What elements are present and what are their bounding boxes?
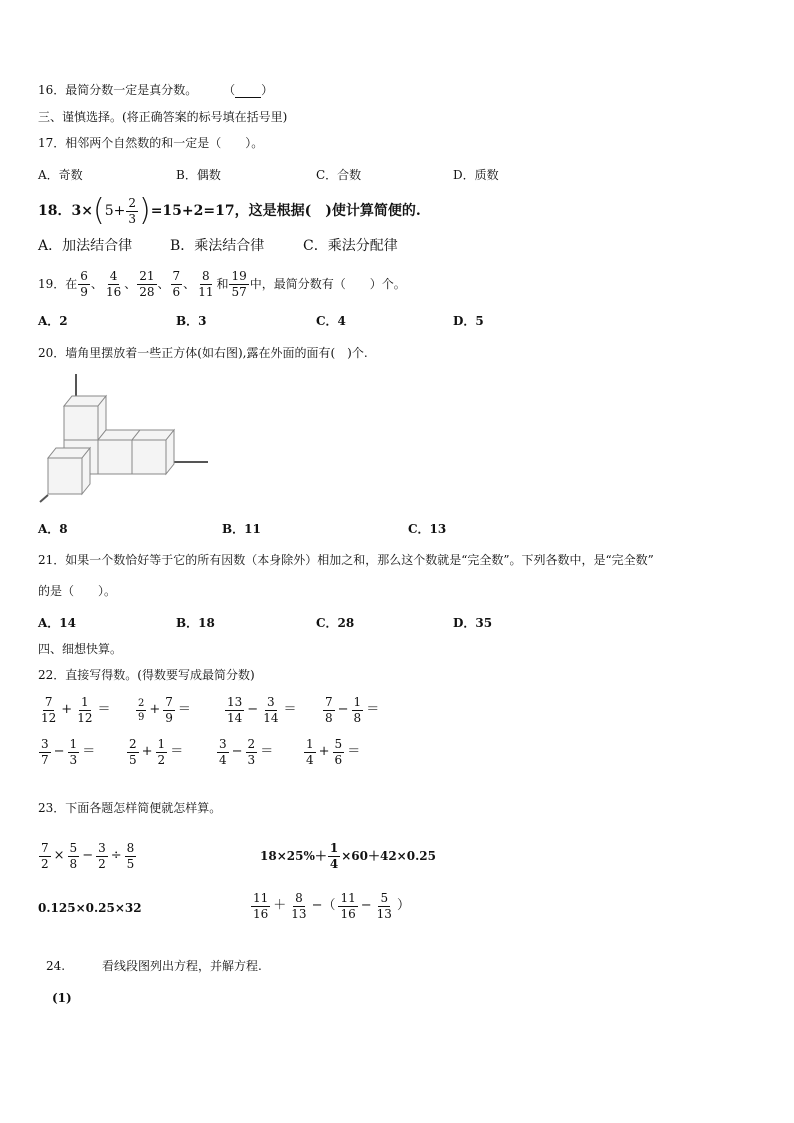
q21-option-c: C．28 xyxy=(316,616,355,630)
q19-option-b: B．3 xyxy=(176,314,207,328)
q19-option-c: C．4 xyxy=(316,314,346,328)
q22-item-3: $\frac{13}{14}$ − $\frac{3}{14}$ ＝ xyxy=(227,694,297,725)
fraction: $\frac{13}{14}$ xyxy=(227,694,243,725)
fraction: $\frac{8}{13}$ xyxy=(291,890,307,921)
fraction: $\frac{11}{16}$ xyxy=(340,890,356,921)
q19-option-d: D．5 xyxy=(453,314,484,328)
q22-item-5: $\frac{3}{7}$ − $\frac{1}{3}$ ＝ xyxy=(41,736,96,767)
q17-option-c: C．合数 xyxy=(316,168,362,182)
question-22: 22．直接写得数。(得数要写成最简分数) xyxy=(38,668,255,682)
fraction: $\frac{2}{5}$ xyxy=(129,736,137,767)
fraction: $\frac{3}{14}$ xyxy=(263,694,279,725)
q23-expression-4: $\frac{11}{16}$ ＋ $\frac{8}{13}$ −（ $\frac{11}{16}$ − $\frac{5}{13}$ ） xyxy=(253,890,410,921)
q22-item-2: $\frac{2}{9}$ + $\frac{7}{9}$ ＝ xyxy=(138,694,191,725)
fraction: $\frac{5}{6}$ xyxy=(334,736,343,767)
fraction: $\frac{8}{11}$ xyxy=(198,268,214,299)
q22-item-6: $\frac{2}{5}$ + $\frac{1}{2}$ ＝ xyxy=(129,736,184,767)
fraction: $\frac{1}{8}$ xyxy=(353,694,362,725)
fraction: $\frac{1}{3}$ xyxy=(69,736,78,767)
left-paren: ( xyxy=(92,193,105,228)
q23-expression-2: 18×25%＋ $\frac{1}{4}$ ×60＋42×0.25 xyxy=(260,840,436,871)
answer-blank[interactable] xyxy=(235,85,261,98)
fraction: $\frac{6}{9}$ xyxy=(80,268,88,299)
fraction: $\frac{7}{9}$ xyxy=(165,694,173,725)
fraction: $\frac{19}{57}$ xyxy=(231,268,247,299)
fraction: $\frac{1}{2}$ xyxy=(157,736,166,767)
q18-option-b: B．乘法结合律 xyxy=(170,238,265,254)
fraction: $\frac{4}{16}$ xyxy=(105,268,122,299)
fraction: $\frac{1}{12}$ xyxy=(77,694,93,725)
q20-option-a: A．8 xyxy=(38,522,68,536)
fraction: $\frac{5}{13}$ xyxy=(376,890,392,921)
question-19: 19．在 $\frac{6}{9}$ 、 $\frac{4}{16}$ 、 $\frac{21}{28}$ 、 $\frac{7}{6}$ 、 $\frac{8}{11}$ 和 $\frac{19}{57}$ 中，最简分数有（ ）个。 xyxy=(38,268,406,299)
fraction: $\frac{3}{7}$ xyxy=(41,736,49,767)
q17-option-d: D．质数 xyxy=(453,168,499,182)
fraction: $\frac{7}{2}$ xyxy=(41,840,49,871)
q19-option-a: A．2 xyxy=(38,314,68,328)
fraction: $\frac{2}{3}$ xyxy=(247,736,256,767)
q24-sub-1: (1) xyxy=(52,991,72,1005)
question-20: 20．墙角里摆放着一些正方体(如右图),露在外面的面有( )个. xyxy=(38,346,368,360)
fraction: $\frac{1}{4}$ xyxy=(329,840,339,871)
q22-item-8: $\frac{1}{4}$ + $\frac{5}{6}$ ＝ xyxy=(306,736,361,767)
q21-option-d: D．35 xyxy=(453,616,493,630)
q22-item-4: $\frac{7}{8}$ − $\frac{1}{8}$ ＝ xyxy=(325,694,380,725)
question-17: 17．相邻两个自然数的和一定是（ ）。 xyxy=(38,136,264,150)
q20-option-b: B．11 xyxy=(222,522,261,536)
fraction: $\frac{7}{6}$ xyxy=(172,268,181,299)
question-24-number: 24. xyxy=(46,959,66,973)
q18-option-a: A．加法结合律 xyxy=(38,238,133,254)
question-23: 23．下面各题怎样简便就怎样算。 xyxy=(38,801,222,815)
fraction: $\frac{2}{9}$ xyxy=(138,697,145,723)
question-21-line1: 21．如果一个数恰好等于它的所有因数（本身除外）相加之和，那么这个数就是“完全数”。下列各数中，是“完全数” xyxy=(38,553,654,567)
q21-option-b: B．18 xyxy=(176,616,215,630)
fraction: $\frac{8}{5}$ xyxy=(126,840,135,871)
fraction: $\frac{2}{3}$ xyxy=(128,195,136,226)
question-21-line2: 的是（ ）。 xyxy=(38,584,117,598)
fraction: $\frac{7}{12}$ xyxy=(41,694,57,725)
q17-option-b: B．偶数 xyxy=(176,168,221,182)
q18-option-c: C．乘法分配律 xyxy=(303,238,398,254)
q21-option-a: A．14 xyxy=(38,616,77,630)
question-24: 看线段图列出方程，并解方程. xyxy=(102,959,262,973)
fraction: $\frac{21}{28}$ xyxy=(139,268,155,299)
q17-option-a: A．奇数 xyxy=(38,168,83,182)
section-4-heading: 四、细想快算。 xyxy=(38,642,123,656)
q20-option-c: C．13 xyxy=(408,522,447,536)
q23-expression-3: 0.125×0.25×32 xyxy=(38,901,142,915)
question-16: 16．最简分数一定是真分数。 （ ） xyxy=(38,83,274,97)
cube-corner-figure xyxy=(36,370,214,505)
fraction: $\frac{1}{4}$ xyxy=(306,736,314,767)
fraction: $\frac{11}{16}$ xyxy=(253,890,269,921)
fraction: $\frac{5}{8}$ xyxy=(69,840,78,871)
fraction: $\frac{3}{2}$ xyxy=(98,840,106,871)
fraction: $\frac{3}{4}$ xyxy=(219,736,227,767)
q22-item-1: $\frac{7}{12}$ + $\frac{1}{12}$ ＝ xyxy=(41,694,111,725)
q23-expression-1: $\frac{7}{2}$ × $\frac{5}{8}$ − $\frac{3}{2}$ ÷ $\frac{8}{5}$ xyxy=(41,840,135,871)
q22-item-7: $\frac{3}{4}$ − $\frac{2}{3}$ ＝ xyxy=(219,736,274,767)
fraction: $\frac{7}{8}$ xyxy=(325,694,333,725)
question-18: 18．3× ( 5+ $\frac{2}{3}$ ) =15+2=17，这是根据( )使计算简便的. xyxy=(38,193,421,228)
right-paren: ) xyxy=(138,193,151,228)
section-3-heading: 三、谨慎选择。(将正确答案的标号填在括号里) xyxy=(38,110,288,124)
